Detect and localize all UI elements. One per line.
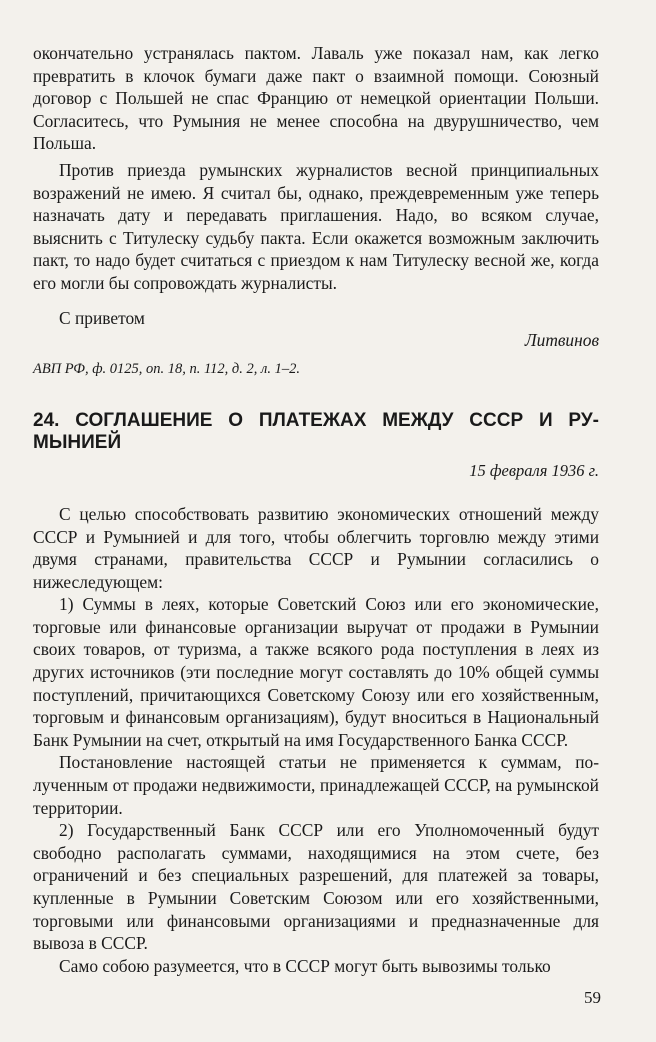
document-date: 15 февраля 1936 г.	[469, 461, 599, 481]
article-1: 1) Суммы в леях, которые Советский Союз или его экономические, торговые или финансовые организации выручат от продажи в Румынии своих товаров, от туризма, а также всякого рода поступления в леях из других источников (эти последние могут составлять до 10% общей суммы поступлений, причитающихся Советскому Союзу или его хозяйственным, торговым и финансовым организациям), будут вноситься в Национальный Банк Румынии на счет, открытый на имя Государственного Банка СССР.	[33, 594, 599, 750]
last-line: Само собою разумеется, что в СССР могут быть вывозимы только	[59, 955, 551, 976]
article-2: 2) Государственный Банк СССР или его Уполномоченный будут свободно располагать суммами, находящимися на этом счете, без ограничений и без специальных разрешений, для платежей за товары, купленные в Румынии Советским Союзом или его хозяйственными, торговыми или финансовыми организациями и предназначенные для вывоза в СССР.	[33, 820, 599, 954]
article-1-note: Постановление настоящей статьи не применяется к суммам, полученным от продажи недвижимости, принадлежащей СССР, на румынской территории.	[33, 752, 599, 818]
letter-paragraph-2: Против приезда румынских журналистов весной принципиальных возражений не имею. Я считал бы, однако, преждевременным уже теперь назначать дату и передавать приглашения. Надо, во всяком случае, выяснить с Титулеску судьбу пакта. Если окажется возможным заключить пакт, то надо будет считаться с приездом к нам Титулеску весной же, когда его могли бы сопровождать журналисты.	[33, 159, 599, 293]
document-heading: 24. СОГЛАШЕНИЕ О ПЛАТЕЖАХ МЕЖДУ СССР И РУМЫНИЕЙ	[33, 410, 599, 454]
page-body	[33, 42, 599, 977]
letter-paragraph-1: окончательно устранялась пактом. Лаваль уже показал нам, как легко превратить в клочок бумаги даже пакт о взаимной помощи. Союзный договор с Польшей не спас Францию от немецкой ориентации Польши. Согласитесь, что Румыния не менее способна на двурушничество, чем Польша.	[33, 43, 599, 154]
archive-source: АВП РФ, ф. 0125, оп. 18, п. 112, д. 2, л. 1–2.	[33, 360, 300, 377]
letter-greeting: С приветом	[59, 307, 145, 328]
document-intro: С целью способствовать развитию экономических отношений между СССР и Румынией и для того, чтобы облегчить торговлю между этими двумя странами, правительства СССР и Румынии согласились о нижеследующем:	[33, 503, 599, 592]
letter-signature: Литвинов	[524, 330, 599, 351]
page-number: 59	[584, 988, 601, 1007]
